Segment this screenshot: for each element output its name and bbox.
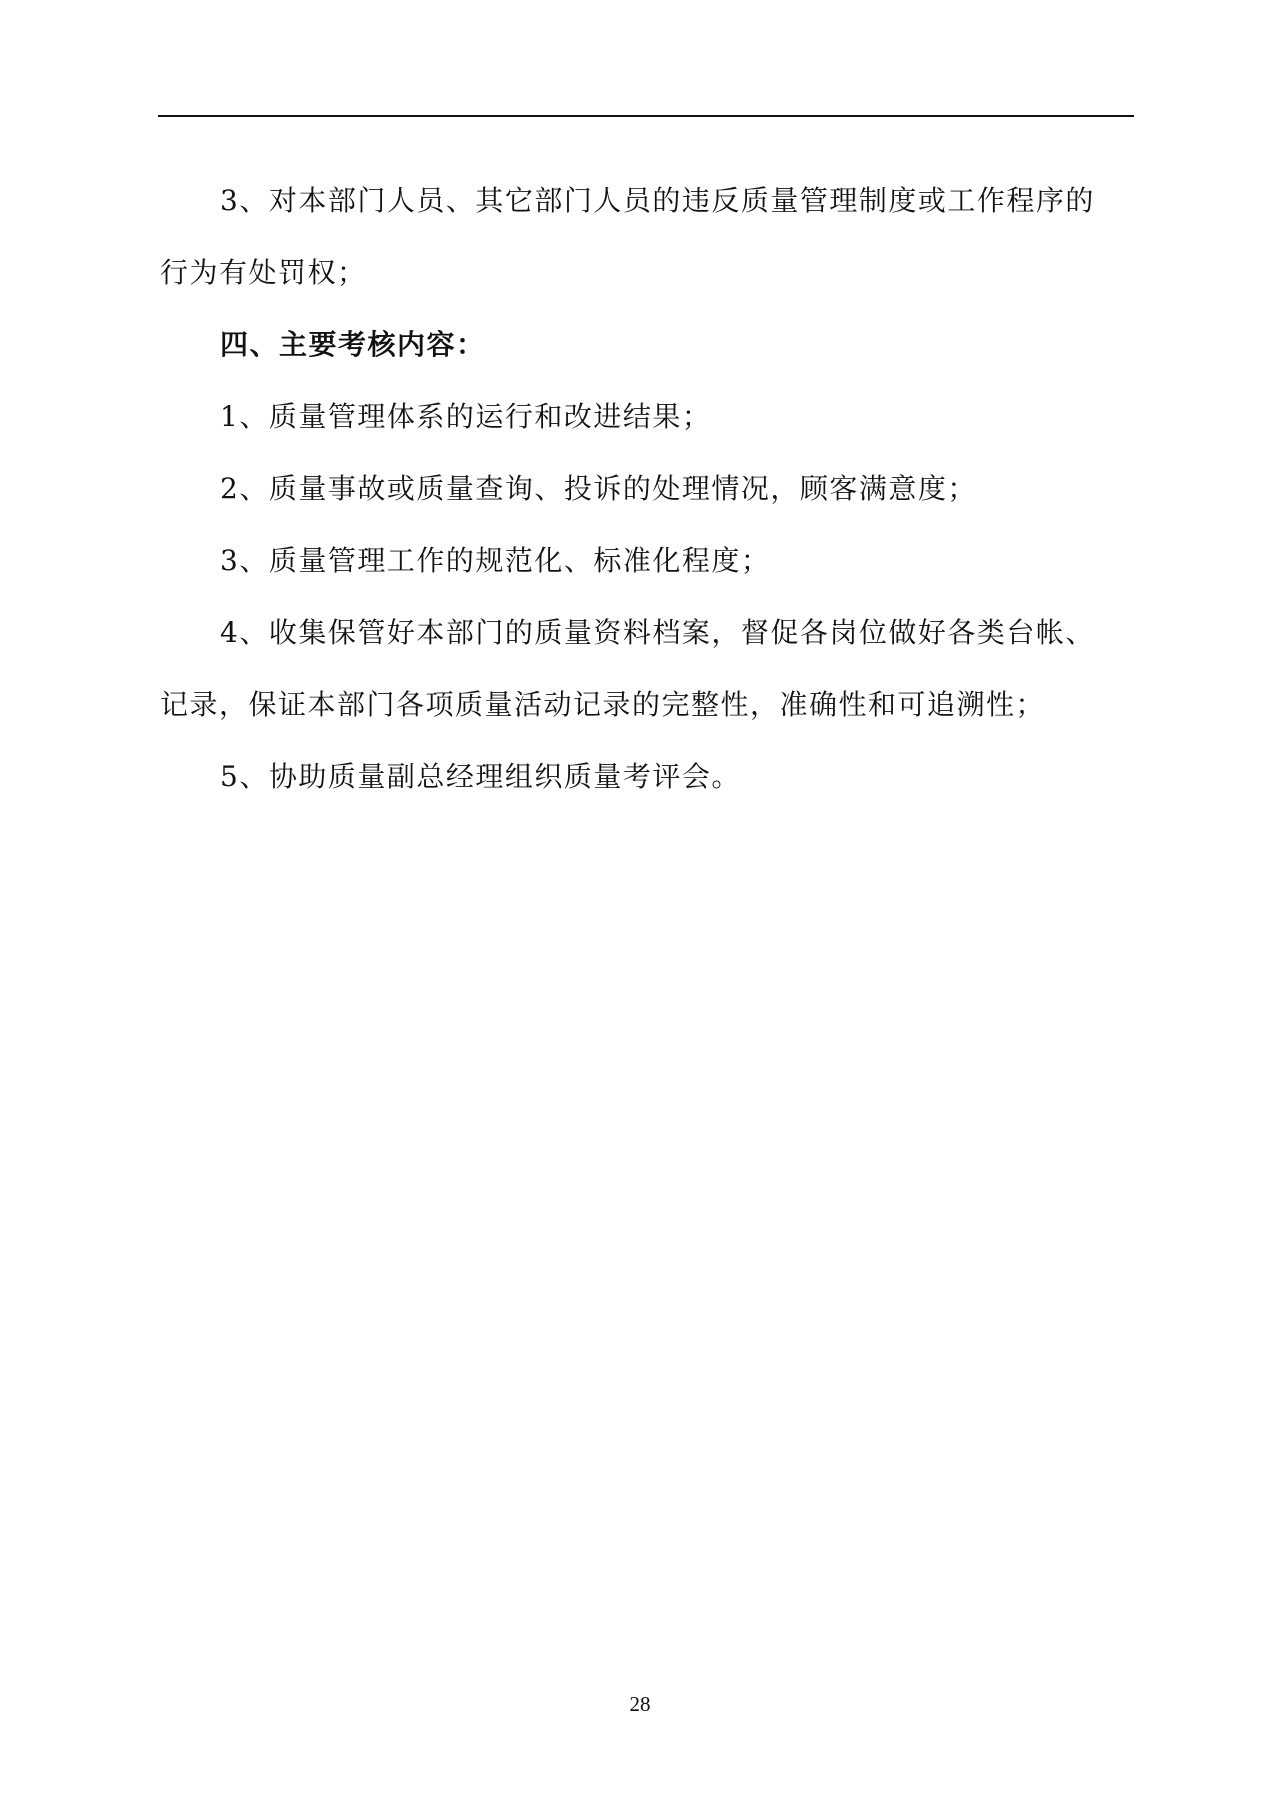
paragraph-item-3-line-1: 3、对本部门人员、其它部门人员的违反质量管理制度或工作程序的 — [220, 184, 1095, 217]
paragraph-assess-3: 3、质量管理工作的规范化、标准化程度； — [220, 544, 771, 577]
paragraph-assess-1: 1、质量管理体系的运行和改进结果； — [220, 400, 712, 433]
document-body — [160, 165, 1132, 813]
header-rule — [158, 115, 1134, 117]
section-heading: 四、主要考核内容： — [220, 328, 486, 361]
page-number: 28 — [629, 1692, 651, 1716]
paragraph-assess-4-line-1: 4、收集保管好本部门的质量资料档案，督促各岗位做好各类台帐、 — [220, 616, 1095, 649]
paragraph-assess-5: 5、协助质量副总经理组织质量考评会。 — [220, 760, 741, 793]
paragraph-assess-2: 2、质量事故或质量查询、投诉的处理情况，顾客满意度； — [220, 472, 977, 505]
paragraph-item-3-line-2: 行为有处罚权； — [160, 256, 367, 289]
paragraph-assess-4-line-2: 记录，保证本部门各项质量活动记录的完整性，准确性和可追溯性； — [160, 688, 1046, 721]
